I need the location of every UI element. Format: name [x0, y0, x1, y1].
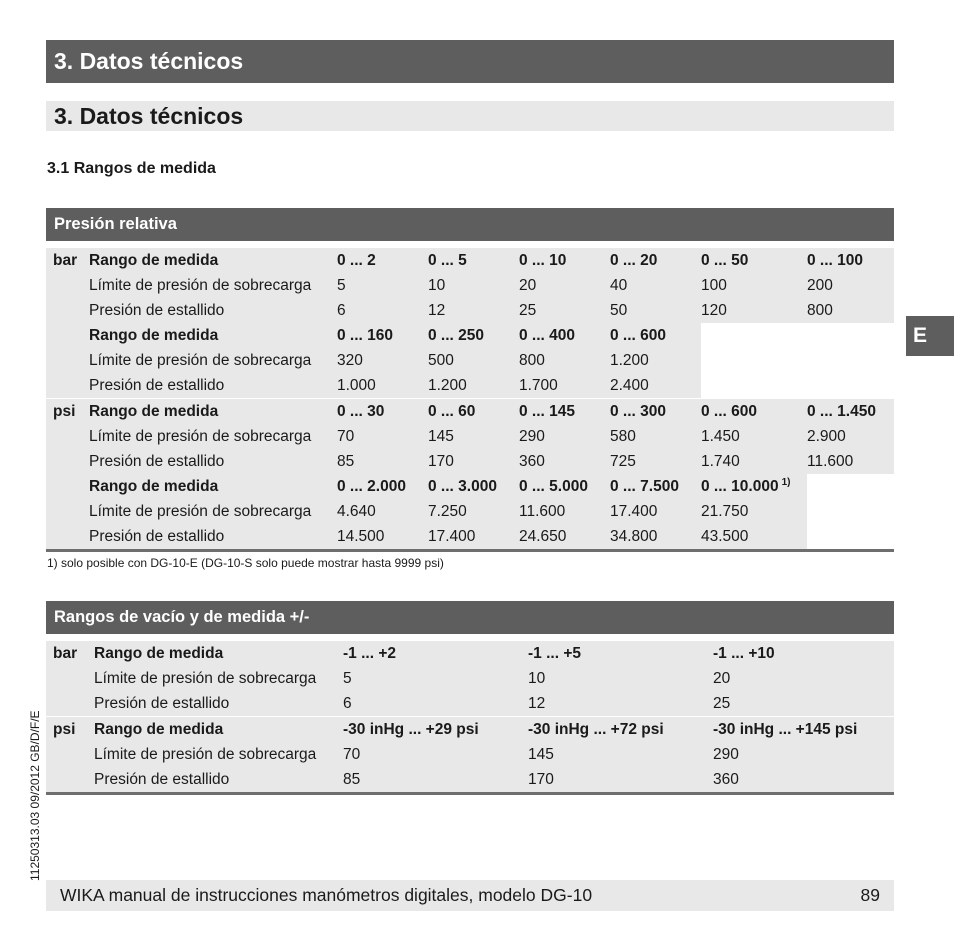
value-cell: 0 ... 2.000	[337, 474, 428, 499]
value-cell: 1.740	[701, 449, 807, 474]
vacuum-ranges-table	[46, 641, 894, 795]
value-cell: 17.400	[610, 499, 701, 524]
unit-cell	[46, 273, 89, 298]
row-label: Límite de presión de sobrecarga	[89, 348, 337, 373]
table-row	[46, 424, 894, 449]
footnote-marker: 1)	[781, 477, 791, 488]
table-row	[46, 298, 894, 323]
row-label: Rango de medida	[89, 323, 337, 348]
value-cell: 800	[519, 348, 610, 373]
subsection-title: 3.1 Rangos de medida	[47, 160, 216, 177]
unit-cell	[46, 449, 89, 474]
unit-cell: bar	[46, 641, 94, 666]
value-cell: 360	[713, 767, 894, 794]
row-label: Rango de medida	[89, 399, 337, 425]
row-label: Presión de estallido	[89, 373, 337, 399]
value-cell: 1.450	[701, 424, 807, 449]
language-tab: E	[906, 316, 954, 356]
value-cell: 14.500	[337, 524, 428, 551]
unit-cell	[46, 373, 89, 399]
value-cell: 0 ... 60	[428, 399, 519, 425]
value-cell	[701, 348, 807, 373]
table-row	[46, 323, 894, 348]
value-cell: 170	[428, 449, 519, 474]
table-heading-vacuum-ranges: Rangos de vacío y de medida +/-	[46, 601, 894, 634]
value-cell: 0 ... 20	[610, 248, 701, 273]
value-cell: 145	[528, 742, 713, 767]
value-cell: 800	[807, 298, 894, 323]
table-row	[46, 524, 894, 551]
value-cell: -30 inHg ... +29 psi	[343, 717, 528, 743]
value-cell: 120	[701, 298, 807, 323]
value-cell: 10	[528, 666, 713, 691]
value-cell: 7.250	[428, 499, 519, 524]
value-cell: 0 ... 7.500	[610, 474, 701, 499]
value-cell: 70	[337, 424, 428, 449]
row-label: Límite de presión de sobrecarga	[89, 273, 337, 298]
document-code: 11250313.03 09/2012 GB/D/F/E	[28, 710, 42, 881]
value-cell: 0 ... 3.000	[428, 474, 519, 499]
value-cell: 43.500	[701, 524, 807, 551]
value-cell: 290	[519, 424, 610, 449]
unit-cell	[46, 298, 89, 323]
unit-cell: psi	[46, 399, 89, 425]
value-cell: 0 ... 1.450	[807, 399, 894, 425]
value-cell: 85	[337, 449, 428, 474]
row-label: Presión de estallido	[89, 524, 337, 551]
value-cell: 500	[428, 348, 519, 373]
value-cell: 12	[428, 298, 519, 323]
value-cell	[807, 373, 894, 399]
value-cell: 2.400	[610, 373, 701, 399]
page-footer	[46, 880, 894, 911]
value-cell: 20	[713, 666, 894, 691]
row-label: Límite de presión de sobrecarga	[89, 424, 337, 449]
table-row	[46, 499, 894, 524]
value-cell: 1.700	[519, 373, 610, 399]
table-row	[46, 717, 894, 743]
table-row	[46, 666, 894, 691]
unit-cell	[46, 524, 89, 551]
value-cell: -1 ... +5	[528, 641, 713, 666]
footnote: 1) solo posible con DG-10-E (DG-10-S solo puede mostrar hasta 9999 psi)	[47, 556, 444, 570]
value-cell: 2.900	[807, 424, 894, 449]
value-cell: 11.600	[807, 449, 894, 474]
relative-pressure-table	[46, 248, 894, 552]
value-cell: 12	[528, 691, 713, 717]
table-heading-relative-pressure: Presión relativa	[46, 208, 894, 241]
unit-cell	[46, 323, 89, 348]
value-cell: 360	[519, 449, 610, 474]
value-cell: 0 ... 160	[337, 323, 428, 348]
value-cell: 20	[519, 273, 610, 298]
value-cell: -30 inHg ... +72 psi	[528, 717, 713, 743]
value-cell	[701, 373, 807, 399]
table-row	[46, 691, 894, 717]
unit-cell: psi	[46, 717, 94, 743]
value-cell: 200	[807, 273, 894, 298]
table-row	[46, 742, 894, 767]
value-cell: 6	[343, 691, 528, 717]
value-cell: 24.650	[519, 524, 610, 551]
table-row	[46, 449, 894, 474]
page-number: 89	[860, 885, 880, 905]
table-row	[46, 248, 894, 273]
value-cell: 0 ... 10	[519, 248, 610, 273]
row-label: Presión de estallido	[94, 691, 343, 717]
value-cell: 1.000	[337, 373, 428, 399]
value-cell: 725	[610, 449, 701, 474]
value-cell: 290	[713, 742, 894, 767]
unit-cell	[46, 767, 94, 794]
value-cell: 0 ... 250	[428, 323, 519, 348]
value-cell: -1 ... +10	[713, 641, 894, 666]
value-cell: 1.200	[610, 348, 701, 373]
value-cell: 0 ... 100	[807, 248, 894, 273]
table-row	[46, 273, 894, 298]
value-cell: 10	[428, 273, 519, 298]
value-cell: 0 ... 400	[519, 323, 610, 348]
footer-text: WIKA manual de instrucciones manómetros digitales, modelo DG-10	[60, 885, 593, 905]
value-cell: 0 ... 300	[610, 399, 701, 425]
unit-cell	[46, 742, 94, 767]
row-label: Presión de estallido	[94, 767, 343, 794]
page-title: 3. Datos técnicos	[46, 40, 894, 83]
value-cell: 0 ... 5.000	[519, 474, 610, 499]
value-cell: 17.400	[428, 524, 519, 551]
value-cell: -30 inHg ... +145 psi	[713, 717, 894, 743]
value-cell	[807, 323, 894, 348]
unit-cell	[46, 691, 94, 717]
section-title: 3. Datos técnicos	[46, 101, 894, 131]
value-cell: 580	[610, 424, 701, 449]
value-cell: 4.640	[337, 499, 428, 524]
value-cell: 0 ... 5	[428, 248, 519, 273]
row-label: Rango de medida	[94, 717, 343, 743]
value-cell	[807, 474, 894, 499]
value-cell	[807, 499, 894, 524]
unit-cell	[46, 474, 89, 499]
value-cell: 1.200	[428, 373, 519, 399]
table-row	[46, 641, 894, 666]
row-label: Rango de medida	[89, 248, 337, 273]
value-cell: -1 ... +2	[343, 641, 528, 666]
table-row	[46, 399, 894, 425]
value-cell: 100	[701, 273, 807, 298]
value-cell	[807, 524, 894, 551]
value-cell: 25	[519, 298, 610, 323]
value-cell: 0 ... 30	[337, 399, 428, 425]
value-cell	[807, 348, 894, 373]
value-cell: 0 ... 145	[519, 399, 610, 425]
row-label: Rango de medida	[94, 641, 343, 666]
unit-cell	[46, 666, 94, 691]
value-cell: 320	[337, 348, 428, 373]
value-cell: 21.750	[701, 499, 807, 524]
table-row	[46, 348, 894, 373]
row-label: Límite de presión de sobrecarga	[89, 499, 337, 524]
value-cell: 0 ... 10.000 $^{1)}$	[701, 474, 807, 499]
unit-cell: bar	[46, 248, 89, 273]
table-row	[46, 767, 894, 794]
unit-cell	[46, 348, 89, 373]
value-cell	[701, 323, 807, 348]
row-label: Rango de medida	[89, 474, 337, 499]
value-cell: 5	[343, 666, 528, 691]
row-label: Límite de presión de sobrecarga	[94, 666, 343, 691]
row-label: Límite de presión de sobrecarga	[94, 742, 343, 767]
unit-cell	[46, 499, 89, 524]
value-cell: 85	[343, 767, 528, 794]
table-row	[46, 474, 894, 499]
value-cell: 0 ... 600	[610, 323, 701, 348]
value-cell: 145	[428, 424, 519, 449]
row-label: Presión de estallido	[89, 298, 337, 323]
value-cell: 0 ... 50	[701, 248, 807, 273]
value-cell: 0 ... 2	[337, 248, 428, 273]
value-cell: 34.800	[610, 524, 701, 551]
table-row	[46, 373, 894, 399]
value-cell: 6	[337, 298, 428, 323]
value-cell: 170	[528, 767, 713, 794]
value-cell: 40	[610, 273, 701, 298]
value-cell: 50	[610, 298, 701, 323]
row-label: Presión de estallido	[89, 449, 337, 474]
value-cell: 5	[337, 273, 428, 298]
value-cell: 0 ... 600	[701, 399, 807, 425]
value-cell: 70	[343, 742, 528, 767]
value-cell: 25	[713, 691, 894, 717]
unit-cell	[46, 424, 89, 449]
value-cell: 11.600	[519, 499, 610, 524]
